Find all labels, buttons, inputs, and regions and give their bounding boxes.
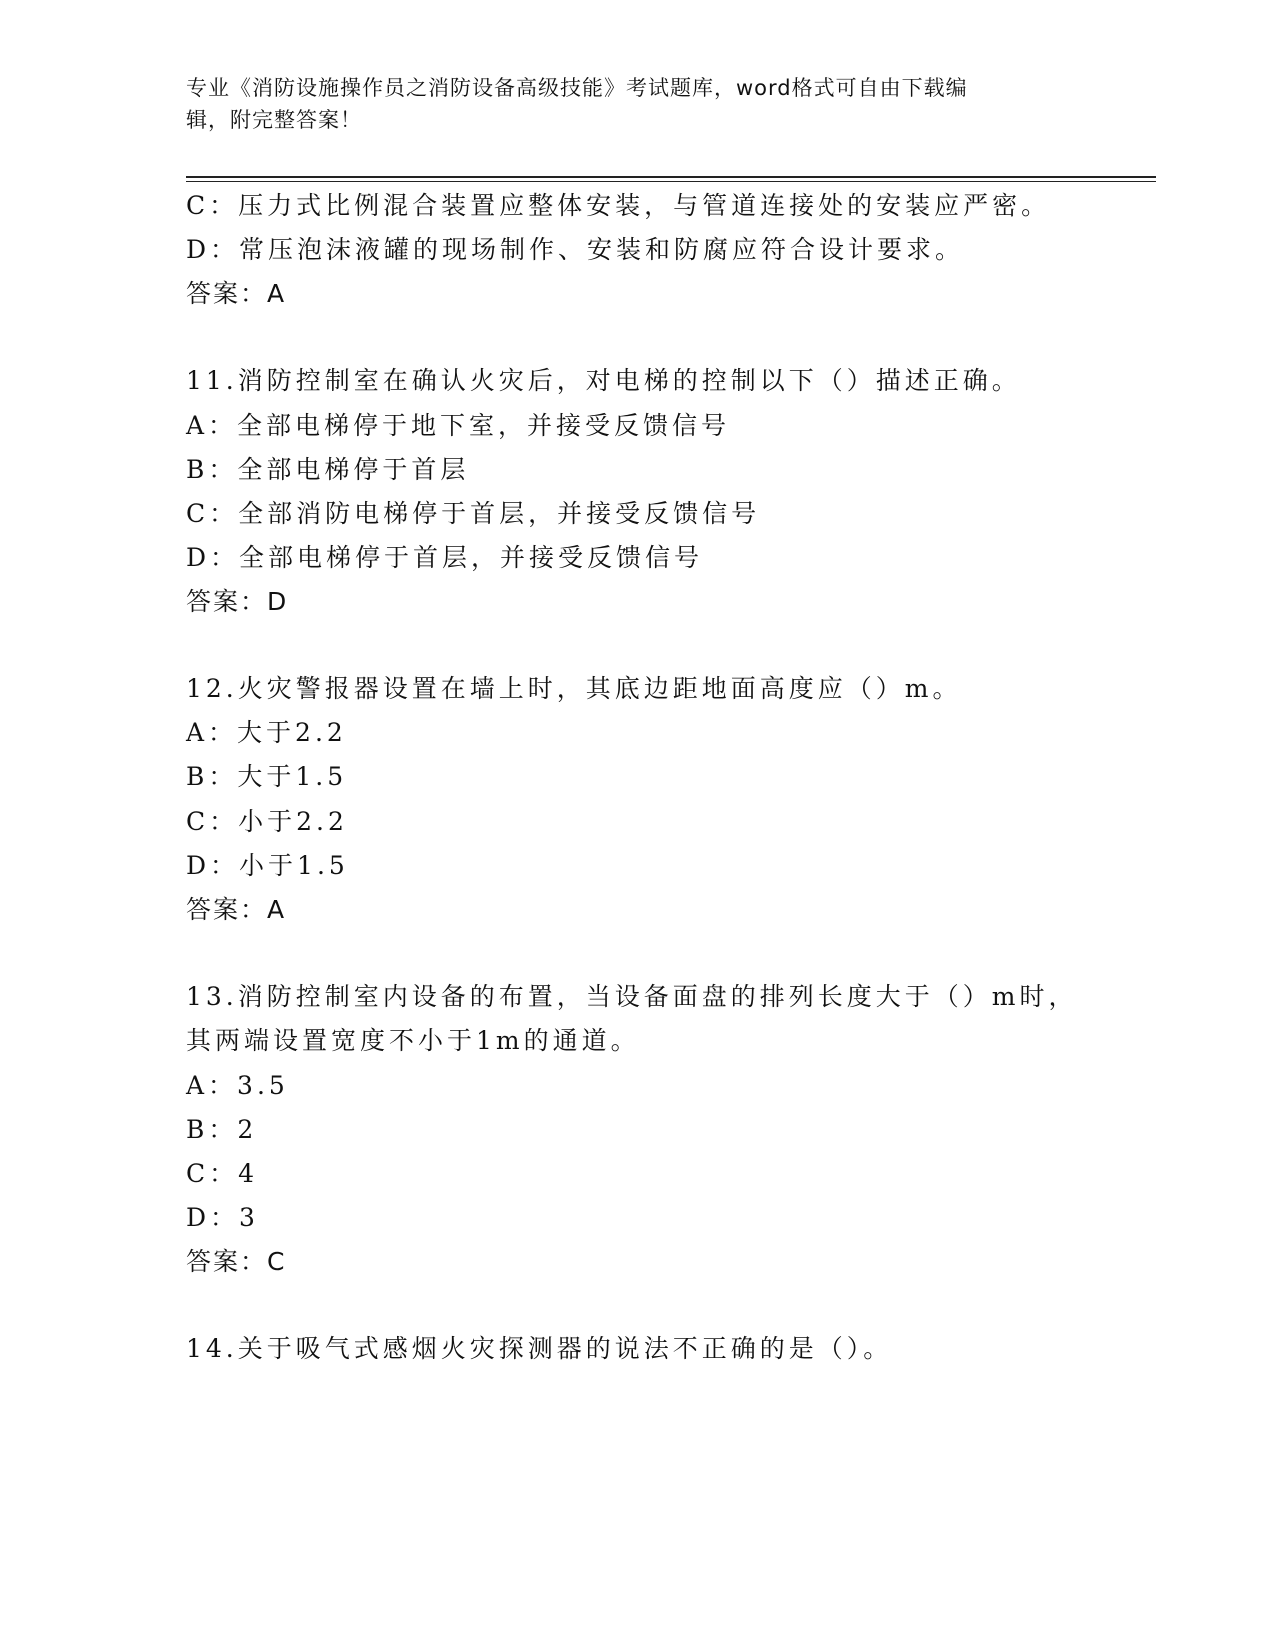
q11-answer: 答案：D (186, 587, 289, 616)
q10-option-c: C：压力式比例混合装置应整体安装，与管道连接处的安装应严密。 (186, 191, 1051, 220)
q12-stem: 12.火灾警报器设置在墙上时，其底边距地面高度应（）m。 (186, 674, 962, 703)
q14-stem: 14.关于吸气式感烟火灾探测器的说法不正确的是（）。 (186, 1334, 893, 1363)
q13-option-d: D：3 (186, 1203, 259, 1232)
header-line-1: 专业《消防设施操作员之消防设备高级技能》考试题库，word格式可自由下载编 (186, 76, 968, 100)
q13-stem-line-1: 13.消防控制室内设备的布置，当设备面盘的排列长度大于（）m时， (186, 982, 1078, 1011)
q13-option-b: B：2 (186, 1115, 258, 1144)
q12-answer: 答案：A (186, 895, 287, 924)
q12-option-a: A：大于2.2 (186, 718, 347, 747)
header-divider-thin (186, 181, 1156, 182)
q12-option-d: D：小于1.5 (186, 851, 349, 880)
q11-option-d: D：全部电梯停于首层，并接受反馈信号 (186, 543, 704, 572)
q13-option-a: A：3.5 (186, 1071, 289, 1100)
header-divider-thick (186, 176, 1156, 178)
q11-option-c: C：全部消防电梯停于首层，并接受反馈信号 (186, 499, 761, 528)
q12-option-b: B：大于1.5 (186, 762, 348, 791)
q12-option-c: C：小于2.2 (186, 807, 348, 836)
q11-option-a: A：全部电梯停于地下室，并接受反馈信号 (186, 411, 731, 440)
header-line-2: 辑，附完整答案！ (186, 108, 362, 132)
q13-stem-line-2: 其两端设置宽度不小于1m的通道。 (186, 1026, 640, 1055)
document-header (186, 72, 1086, 136)
q11-stem: 11.消防控制室在确认火灾后，对电梯的控制以下（）描述正确。 (186, 366, 1021, 395)
q10-option-d: D：常压泡沫液罐的现场制作、安装和防腐应符合设计要求。 (186, 235, 965, 264)
q10-answer: 答案：A (186, 279, 287, 308)
q11-option-b: B：全部电梯停于首层 (186, 455, 470, 484)
q13-answer: 答案：C (186, 1247, 287, 1276)
q13-option-c: C：4 (186, 1159, 259, 1188)
